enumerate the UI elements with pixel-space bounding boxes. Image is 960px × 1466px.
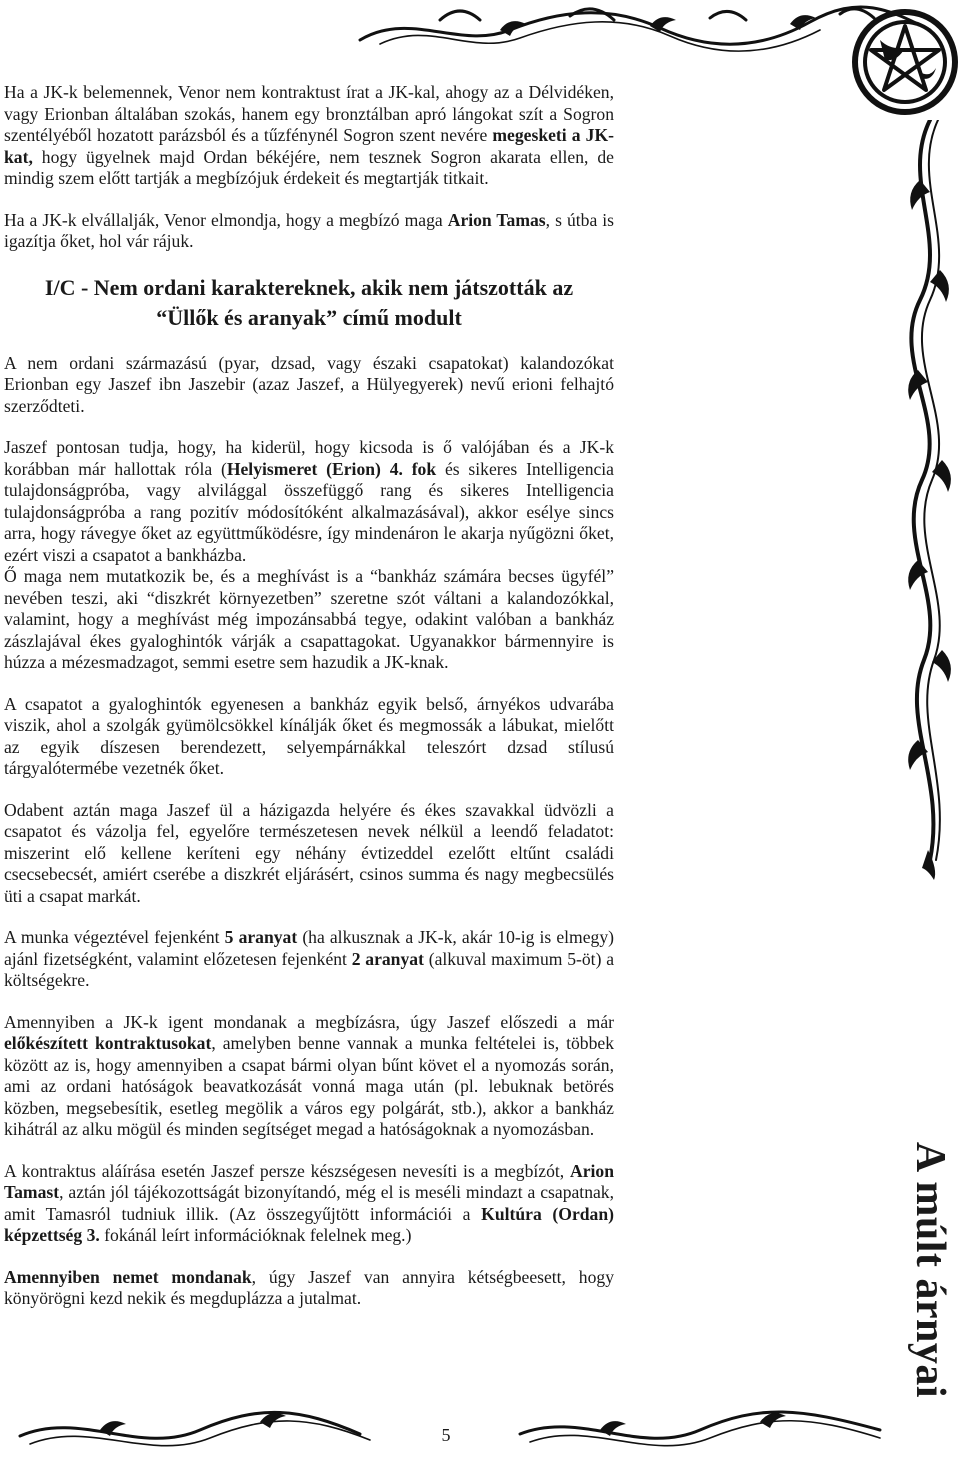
paragraph <box>4 566 614 674</box>
chapter-side-title <box>895 1141 960 1399</box>
paragraph <box>4 353 614 418</box>
main-text <box>4 82 614 1330</box>
text-run: A munka végeztével fejenként <box>4 927 225 947</box>
bold-text: 5 aranyat <box>224 927 298 947</box>
text-run: Ő maga nem mutatkozik be, és a meghívást is a “bankház számára becses ügyfél” nevében teszi, aki “diszkrét környezetben” szeretne szót váltani a kalandozókkal, valamint, hogy a meghívást még impozánsabbá tegye, odakint valóban a bankház zászlajával ékes gyaloghintók várják a csapattagokat. Ugyanakkor bármennyire is húzza a mézesmadzagot, semmi esetre sem hazudik a JK-knak. <box>4 566 614 672</box>
intro-paragraphs <box>4 82 614 253</box>
pentagram-medallion-icon <box>840 0 960 130</box>
text-run: A csapatot a gyaloghintók egyenesen a bankház egyik belső, árnyékos udvarába viszik, ahol a szolgák gyümölcsökkel kínálják őket és megmossák a lábukat, mielőtt az egyik díszesen berendezett, selyempárnákkal teleszórt dzsad stílusú tárgyalótermébe vezetnék őket. <box>4 693 614 778</box>
bold-text: Amennyiben nemet mondanak <box>4 1266 252 1287</box>
text-run: fokánál leírt információknak felelnek meg.) <box>99 1225 412 1245</box>
text-run: Ha a JK-k elvállalják, Venor elmondja, hogy a megbízó maga <box>4 209 448 230</box>
paragraph <box>4 1012 614 1141</box>
text-run: (ha alkusznak a JK-k, akár 10-ig is elmegy) ajánl fizetségként, valamint előzetesen fejenként <box>4 927 614 969</box>
section-heading-line-2: “Üllők és aranyak” című modult <box>156 304 462 330</box>
text-run: hogy ügyelnek majd Ordan békéjére, nem tesznek Sogron akarata ellen, de mindig szem előtt tartják a megbízójuk érdekeit és megtartják titkait. <box>4 146 614 188</box>
bold-text: Arion Tamast <box>4 1160 614 1202</box>
paragraph <box>4 1267 614 1310</box>
paragraph <box>4 437 614 566</box>
chapter-side-title-text: A múlt árnyai <box>907 1141 953 1399</box>
paragraph <box>4 1161 614 1247</box>
text-run: Ha a JK-k belemennek, Venor nem kontraktust írat a JK-kal, ahogy az a Délvidéken, vagy Erionban általában szokás, hanem egy bronztálban apró lángokat szít a Sogron szentélyéből hozatott parázsból és a tűzfénynél Sogron szent nevére <box>4 82 614 145</box>
text-run: , amelyben benne vannak a munka feltételei is, többek között az is, hogy amennyiben a csapat bármi olyan bűnt követ el a nyomozás során, ami az ordani hatóságok beavatkozását vonná maga után (pl. lebuknak betörés közben, megsebesítik, esetleg megölik a város egy polgárát, stb.), akkor a bankház kihátrál az alku mögül és minden segítséget megad a hatóságoknak a nyomozásban. <box>4 1033 614 1139</box>
paragraph <box>4 800 614 908</box>
text-run: A kontraktus aláírása esetén Jaszef persze készségesen nevesíti is a megbízót, <box>4 1160 571 1181</box>
text-run: , úgy Jaszef van annyira kétségbeesett, hogy könyörögni kezd nekik és megduplázza a jutalmat. <box>4 1266 614 1308</box>
text-run: és sikeres Intelligencia tulajdonságpróba, vagy alvilággal összefüggő rang és sikeres Intelligencia tulajdonságpróba a rang pozitív módosítóként alkalmazásával), akkor esélye sincs arra, hogy rávegye őket az együttműködésre, így mindenáron le akarja nyűgözni őket, ezért viszi a csapatot a bankházba. <box>4 458 614 565</box>
section-paragraphs <box>4 353 614 1310</box>
bold-text: előkészített kontraktusokat <box>4 1033 212 1053</box>
text-run: A nem ordani származású (pyar, dzsad, vagy északi csapatokat) kalandozókat Erionban egy Jaszef ibn Jaszebir (azaz Jaszef, a Hülyegyerek) nevű erioni felhajtó szerződteti. <box>4 352 614 416</box>
bold-text: Helyismeret (Erion) 4. fok <box>226 458 437 479</box>
text-run: , s útba is igazítja őket, hol vár rájuk. <box>4 209 615 251</box>
text-run: Jaszef pontosan tudja, hogy, ha kiderül, hogy kicsoda is ő valójában és a JK-k korábban már hallottak róla ( <box>4 437 614 479</box>
bold-text: Arion Tamas <box>447 209 546 230</box>
text-run: (alkuval maximum 5-öt) a költségekre. <box>4 948 615 990</box>
bold-text: megesketi a JK-kat, <box>4 125 614 167</box>
bold-text: 2 aranyat <box>351 948 424 969</box>
paragraph <box>4 210 614 253</box>
paragraph <box>4 927 614 992</box>
section-heading-line-1: I/C - Nem ordani karaktereknek, akik nem játszották az <box>44 274 574 300</box>
paragraph <box>4 82 614 190</box>
text-run: Amennyiben a JK-k igent mondanak a megbízásra, úgy Jaszef előszedi a már <box>4 1011 614 1032</box>
paragraph <box>4 694 614 780</box>
section-heading <box>4 273 614 333</box>
ornament-right-border-icon <box>890 120 960 880</box>
bold-text: Kultúra (Ordan) képzettség 3. <box>4 1203 614 1245</box>
text-run: , aztán jól tájékozottságát bizonyítandó, még el is meséli mindazt a csapatnak, amit Tamasról tudniuk illik. (Az összegyűjtött információi a <box>4 1182 614 1224</box>
text-run: Odabent aztán maga Jaszef ül a házigazda helyére és ékes szavakkal üdvözli a csapatot és vázolja fel, egyelőre természetesen nevek nélkül a leendő feladatot: miszerint elő kellene keríteni egy néhány évtizeddel ezelőtt eltűnt családi csecsebecsét, amiért cserébe a diszkrét eljárásért, csinos summa és nagy megbecsülés üti a csapat markát. <box>4 799 614 906</box>
page-number: 5 <box>441 1425 451 1445</box>
